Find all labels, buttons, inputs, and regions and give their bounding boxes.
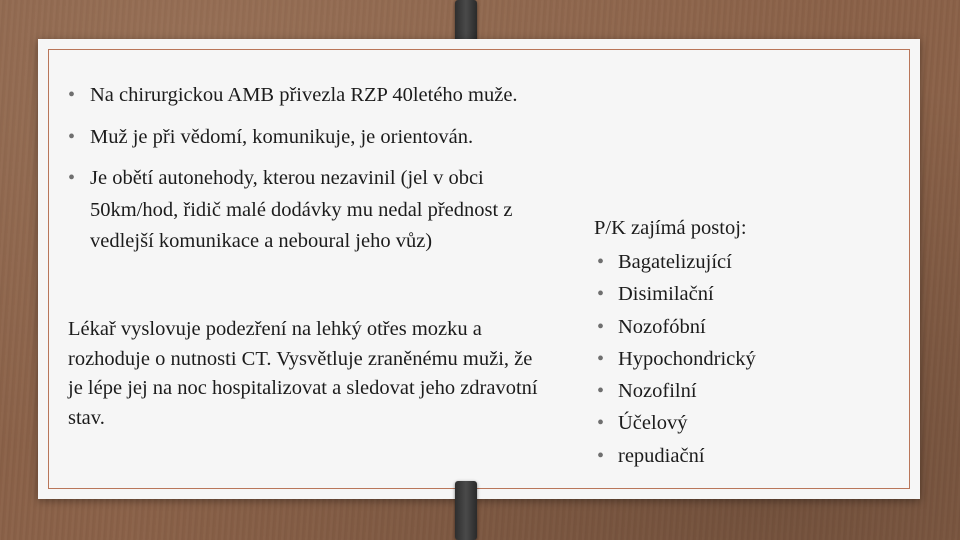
bullet-icon: •	[597, 412, 605, 435]
list-item	[594, 375, 854, 407]
bullet-text: Na chirurgickou AMB přivezla RZP 40letého muže.	[90, 84, 518, 106]
attitude-item: Disimilační	[618, 283, 714, 306]
bullet-icon: •	[597, 283, 605, 306]
doctor-paragraph: Lékař vyslovuje podezření na lehký otřes mozku a rozhoduje o nutnosti CT. Vysvětluje zraněnému muži, že je lépe jej na noc hospitalizovat a sledovat jeho zdravotní stav.	[68, 318, 538, 429]
attitude-item: Nozofilní	[618, 380, 697, 403]
list-item	[594, 440, 854, 472]
bullet-icon: •	[68, 84, 76, 106]
binder-clip-bottom	[455, 481, 477, 540]
attitude-item: Hypochondrický	[618, 347, 756, 370]
bullet-icon: •	[68, 125, 76, 148]
bullet-text: Je obětí autonehody, kterou nezavinil (jel v obci 50km/hod, řidič malé dodávky mu nedal přednost z vedlejší komunikace a neboural jeho vůz)	[90, 167, 513, 252]
list-item	[68, 80, 548, 112]
case-bullet-list	[68, 80, 548, 268]
attitude-item: Bagatelizující	[618, 251, 732, 273]
list-item	[594, 343, 854, 375]
attitude-item: repudiační	[618, 444, 705, 467]
bullet-icon: •	[597, 251, 605, 273]
list-item	[594, 407, 854, 439]
list-item	[68, 163, 548, 258]
bullet-text: Muž je při vědomí, komunikuje, je orientován.	[90, 125, 474, 148]
attitude-item: Nozofóbní	[618, 315, 706, 338]
bullet-icon: •	[597, 315, 605, 338]
list-item	[68, 122, 548, 154]
bullet-icon: •	[597, 380, 605, 403]
list-item	[594, 246, 854, 278]
bullet-icon: •	[68, 167, 76, 189]
bullet-icon: •	[597, 347, 605, 370]
attitude-column	[594, 214, 854, 472]
list-item	[594, 311, 854, 343]
list-item	[594, 278, 854, 310]
attitude-heading: P/K zajímá postoj:	[594, 217, 747, 239]
bullet-icon: •	[597, 444, 605, 467]
attitude-list	[594, 246, 854, 472]
attitude-item: Účelový	[618, 412, 688, 435]
